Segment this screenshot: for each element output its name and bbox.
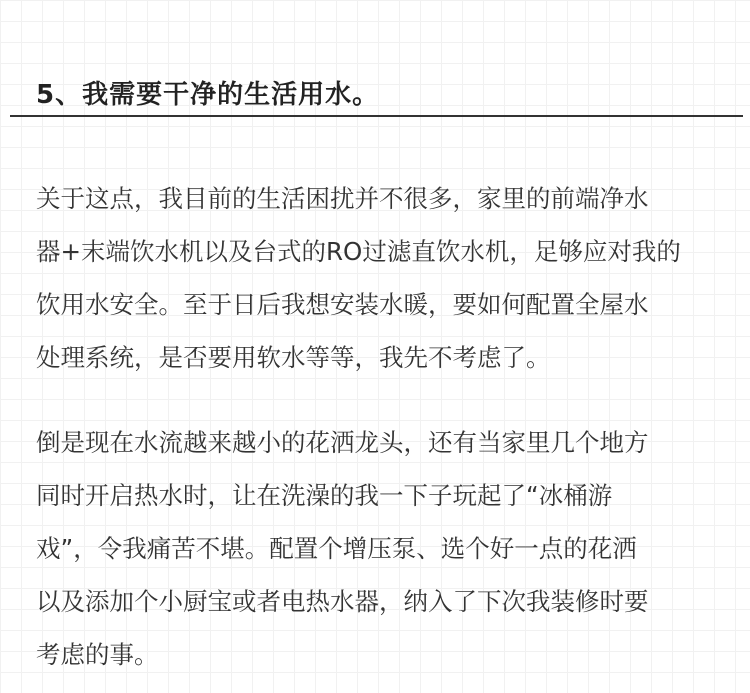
paragraph-line: 饮用水安全。至于日后我想安装水暖，要如何配置全屋水 bbox=[36, 290, 649, 319]
paragraph-line: 戏”，令我痛苦不堪。配置个增压泵、选个好一点的花洒 bbox=[36, 534, 637, 563]
paragraph-line: 关于这点，我目前的生活困扰并不很多，家里的前端净水 bbox=[36, 184, 649, 213]
section-heading: 5、我需要干净的生活用水。 bbox=[36, 80, 380, 110]
paragraph-line: 处理系统，是否要用软水等等，我先不考虑了。 bbox=[36, 343, 551, 372]
paragraph-line: 器+末端饮水机以及台式的RO过滤直饮水机，足够应对我的 bbox=[36, 237, 681, 266]
paragraph-1 bbox=[36, 172, 726, 384]
paragraph-line: 以及添加个小厨宝或者电热水器，纳入了下次我装修时要 bbox=[36, 587, 649, 616]
heading-divider bbox=[10, 115, 743, 117]
paragraph-line: 倒是现在水流越来越小的花洒龙头，还有当家里几个地方 bbox=[36, 428, 649, 457]
paragraph-line: 考虑的事。 bbox=[36, 640, 159, 669]
paragraph-line: 同时开启热水时，让在洗澡的我一下子玩起了“冰桶游 bbox=[36, 481, 613, 510]
paragraph-2 bbox=[36, 416, 726, 681]
